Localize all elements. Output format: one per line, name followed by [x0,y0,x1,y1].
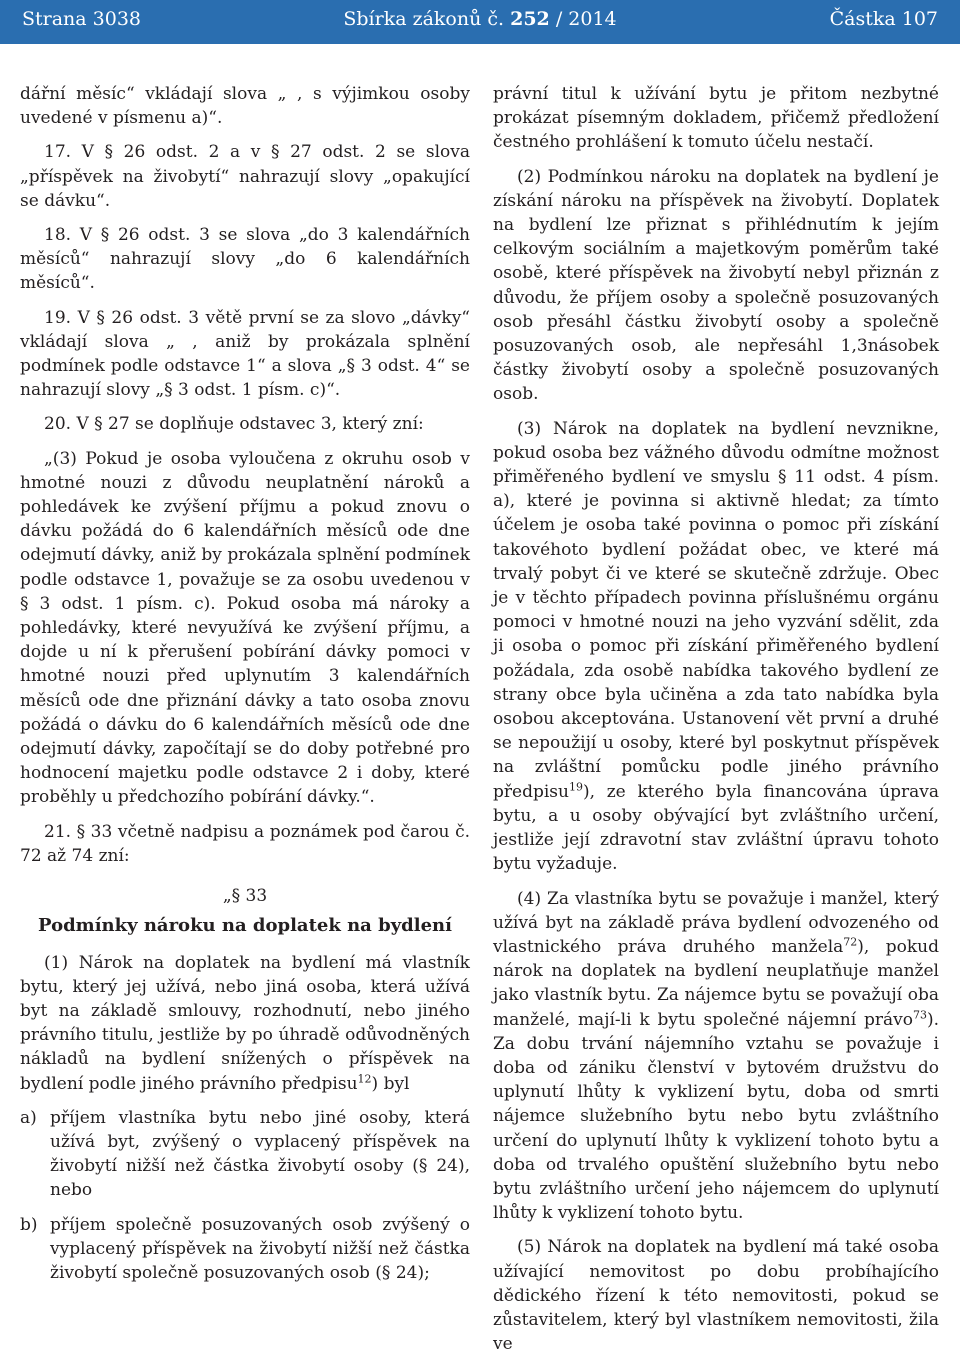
section-paragraph-3-end: ), ze kterého byla financována úprava bytu, a u osoby obývající byt zvláštního určení, jestliže její zdravotní stav zvláštní úpravu tohoto bytu vyžaduje. [493,781,939,875]
list-item-text: příjem vlastníka bytu nebo jiné osoby, která užívá byt, zvýšený o vyplacený příspěvek na živobytí nižší než částka živobytí osoby (§ 24), nebo [50,1107,470,1201]
section-paragraph-4-text-c: ). Za dobu trvání nájemního vztahu se považuje i doba od zániku členství v bytovém družstvu do uplynutí lhůty k vyklizení bytu, doba od smrti nájemce služebního bytu nebo bytu zvláštního určení do uplynutí lhůty k vyklizení tohoto bytu a doba od trvalého opuštění služebního bytu nebo bytu zvláštního určení jeho nájemcem do uplynutí lhůty k vyklizení tohoto bytu. [493,1009,939,1224]
section-paragraph-5: (5) Nárok na doplatek na bydlení má také osoba užívající nemovitost po dobu probíhajícího dědického řízení k této nemovitosti, pokud se zůstavitelem, který byl vlastníkem nemovitosti, žila ve [493,1237,939,1355]
footnote-ref-73: 73 [912,1007,927,1021]
issue-part: Částka 107 [829,8,938,30]
page-header [0,0,960,44]
left-column [20,82,470,1295]
footnote-ref-12: 12 [357,1071,372,1085]
section-paragraph-1 [20,951,470,1096]
paragraph-continuation: právní titul k užívání bytu je přitom nezbytné prokázat písemným dokladem, přičemž předložení čestného prohlášení k tomuto účelu nestačí. [493,84,939,153]
collection-number: 252 [510,8,550,30]
section-paragraph-4-text-b: ), pokud nárok na doplatek na bydlení neuplatňuje manžel jako vlastník bytu. Za nájemce bytu se považují oba manželé, mají-li k bytu společné nájemní právo [493,936,939,1030]
section-paragraph-1-text: (1) Nárok na doplatek na bydlení má vlastník bytu, který jej užívá, nebo jiná osoba, která užívá byt na základě smlouvy, rozhodnutí, nebo jiného právního titulu, jestliže by po úhradě odůvodněných nákladů na bydlení snížených o příspěvek na bydlení podle jiného právního předpisu [20,952,470,1094]
section-title: Podmínky nároku na doplatek na bydlení [38,915,452,937]
amendment-19: 19. V § 26 odst. 3 větě první se za slovo „dávky“ vkládají slova „ , aniž by prokázala splnění podmínek podle odstavce 1“ a slova „§ 3 odst. 4“ se nahrazují slovy „§ 3 odst. 1 písm. c)“. [20,307,470,401]
collection-title [0,8,960,30]
list-item-label: a) [20,1107,37,1128]
list-item-a [20,1106,470,1203]
amendment-18: 18. V § 26 odst. 3 se slova „do 3 kalendářních měsíců“ nahrazují slovy „do 6 kalendářních měsíců“. [20,225,470,294]
section-paragraph-2: (2) Podmínkou nároku na doplatek na bydlení je získání nároku na příspěvek na živobytí. Doplatek na bydlení lze přiznat s přihlédnutím k jejím celkovým sociálním a majetkovým poměrům také osobě, které příspěvek na živobytí nebyl přiznán z důvodu, že příjem osoby a společně posuzovaných osob přesáhl částku živobytí osoby a společně posuzovaných osob, ale nepřesáhl 1,3násobek částky živobytí osoby a společně posuzovaných osob. [493,166,939,405]
section-paragraph-4-text-a: (4) Za vlastníka bytu se považuje i manžel, který užívá byt na základě práva bydlení odvozeného od vlastnického práva druhého manžela [493,888,939,957]
page-number: Strana 3038 [22,8,142,30]
section-paragraph-3 [493,417,939,877]
list-item-label: b) [20,1214,38,1235]
section-paragraph-4 [493,887,939,1226]
collection-year: / 2014 [549,8,617,30]
list-item-text: příjem společně posuzovaných osob zvýšený o vyplacený příspěvek na živobytí nižší než částka živobytí společně posuzovaných osob (§ 24); [50,1214,470,1283]
footnote-ref-72: 72 [843,935,858,949]
right-column [493,82,939,1366]
amendment-20: 20. V § 27 se doplňuje odstavec 3, který zní: [44,414,424,435]
amendment-20-text: „(3) Pokud je osoba vyloučena z okruhu osob v hmotné nouzi z důvodu neuplatnění nároků a pohledávek ke zvýšení příjmu a pokud znovu o dávku požádá do 6 kalendářních měsíců ode dne odejmutí dávky, aniž by prokázala splnění podmínek podle odstavce 1, považuje se za osobu uvedenou v § 3 odst. 1 písm. c). Pokud osoba má nároky a pohledávky, které nevyužívá ke zvýšení příjmu, a dojde u ní k přerušení pobírání dávky pomoci v hmotné nouzi před uplynutím 3 kalendářních měsíců ode dne přiznání dávky a tato osoba znovu požádá o dávku do 6 kalendářních měsíců ode dne odejmutí dávky, započítají se do doby potřebné pro hodnocení majetku podle odstavce 2 i doby, které proběhly u předchozího pobírání dávky.“. [20,448,470,808]
amendment-21: 21. § 33 včetně nadpisu a poznámek pod čarou č. 72 až 74 zní: [20,821,470,866]
section-mark: „§ 33 [222,886,268,907]
amendment-17: 17. V § 26 odst. 2 a v § 27 odst. 2 se slova „příspěvek na živobytí“ nahrazují slovy „opakující se dávku“. [20,142,470,211]
footnote-ref-19: 19 [568,780,583,794]
section-paragraph-1-end: ) byl [371,1073,410,1094]
section-paragraph-3-text: (3) Nárok na doplatek na bydlení nevznikne, pokud osoba bez vážného důvodu odmítne možnost přiměřeného bydlení ve smyslu § 11 odst. 4 písm. a), které je povinna si aktivně hledat; za tímto účelem je osoba také povinna o pomoc při získání takovéhoto bydlení požádat obec, ve které má trvalý pobyt či ve které se skutečně zdržuje. Obec je v těchto případech povinna příslušnému orgánu pomoci v hmotné nouzi na jeho vyzvání sdělit, zda ji osoba o pomoc při získání přiměřeného bydlení požádala, zda osobě nabídka takového bydlení ze strany obce byla učiněna a zda tato nabídka byla osobou akceptována. Ustanovení vět první a druhé se nepoužijí u osoby, které byl poskytnut příspěvek na zvláštní pomůcku podle jiného právního předpisu [493,418,939,802]
paragraph-continuation: dářní měsíc“ vkládají slova „ , s výjimkou osoby uvedené v písmenu a)“. [20,84,470,129]
collection-prefix: Sbírka zákonů č. [343,8,511,30]
list-item-b [20,1213,470,1286]
